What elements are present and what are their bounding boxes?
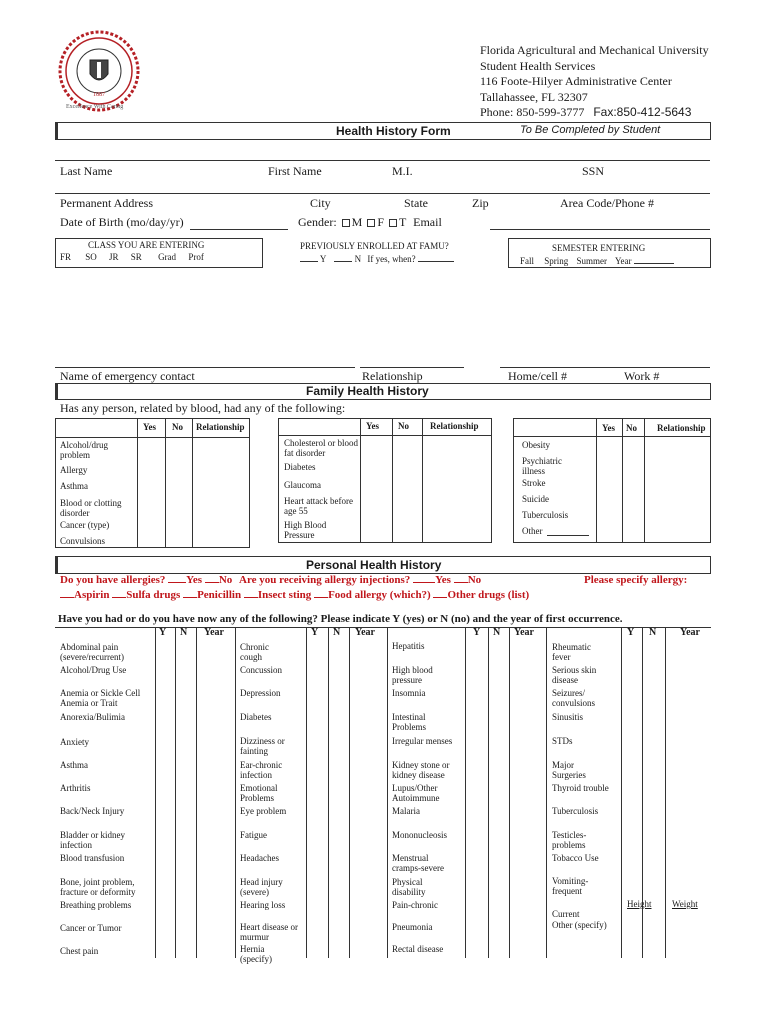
enrolled-if-yes: If yes, when? bbox=[367, 254, 416, 264]
fam-condition: Convulsions bbox=[60, 536, 106, 546]
allergy-question-line bbox=[60, 574, 481, 586]
fam-condition: Cholesterol or blood fat disorder bbox=[284, 438, 358, 458]
first-name-label: First Name bbox=[268, 164, 322, 178]
fam2-col-no: No bbox=[398, 421, 409, 431]
condition-item: Arthritis bbox=[60, 783, 91, 793]
allergy-aspirin[interactable]: Aspirin bbox=[74, 589, 110, 601]
fam2-col-rel: Relationship bbox=[430, 421, 479, 431]
condition-item: Fatigue bbox=[240, 830, 267, 840]
condition-item: Insomnia bbox=[392, 688, 426, 698]
specify-allergy-label: Please specify allergy: bbox=[584, 574, 688, 586]
fam3-col-yes: Yes bbox=[602, 423, 615, 433]
allergy-yes[interactable]: Yes bbox=[186, 574, 203, 586]
allergy-penicillin[interactable]: Penicillin bbox=[197, 589, 242, 601]
famu-seal-logo bbox=[58, 30, 140, 112]
semester-year: Year bbox=[614, 256, 632, 266]
condition-item: Mononucleosis bbox=[392, 830, 447, 840]
fam1-col-rel: Relationship bbox=[196, 422, 245, 432]
ph1-col-year: Year bbox=[204, 627, 224, 638]
semester-fall[interactable]: Fall bbox=[520, 256, 535, 266]
phone-fax-line bbox=[480, 105, 709, 121]
condition-item: Abdominal pain (severe/recurrent) bbox=[60, 642, 124, 662]
condition-item: Bone, joint problem, fracture or deformity bbox=[60, 877, 136, 897]
semester-options bbox=[520, 256, 674, 266]
fam-condition: Asthma bbox=[60, 481, 88, 491]
class-option-so[interactable]: SO bbox=[85, 252, 97, 262]
ssn-label: SSN bbox=[582, 164, 605, 178]
condition-item: Major Surgeries bbox=[552, 760, 586, 780]
class-option-prof[interactable]: Prof bbox=[188, 252, 204, 262]
condition-item: Alcohol/Drug Use bbox=[60, 665, 127, 675]
fam1-col-yes: Yes bbox=[143, 422, 156, 432]
allergy-insect-sting[interactable]: Insect sting bbox=[257, 589, 312, 601]
state-label: State bbox=[404, 196, 428, 210]
ph4-col-n: N bbox=[649, 627, 657, 638]
allergy-no[interactable]: No bbox=[218, 574, 233, 586]
condition-item: Testicles-problems bbox=[552, 830, 587, 850]
logo-caption: Excellence With Caring bbox=[66, 104, 124, 110]
condition-item: Blood transfusion bbox=[60, 853, 125, 863]
class-option-fr[interactable]: FR bbox=[60, 252, 72, 262]
class-option-grad[interactable]: Grad bbox=[158, 252, 177, 262]
allergy-sulfa[interactable]: Sulfa drugs bbox=[126, 589, 181, 601]
fam-condition: Suicide bbox=[522, 494, 549, 504]
condition-item: Heart disease or murmur bbox=[240, 922, 298, 942]
fam-condition: Psychiatric illness bbox=[522, 456, 562, 476]
fam-condition: Glaucoma bbox=[284, 480, 321, 490]
enrolled-n[interactable]: N bbox=[354, 254, 362, 264]
gender-f-checkbox[interactable] bbox=[367, 219, 375, 227]
enrolled-title: PREVIOUSLY ENROLLED AT FAMU? bbox=[300, 241, 449, 251]
family-question: Has any person, related by blood, had any of the following: bbox=[60, 401, 346, 415]
fam2-col-yes: Yes bbox=[366, 421, 379, 431]
injection-question: Are you receiving allergy injections? bbox=[239, 574, 411, 586]
fam-condition: Diabetes bbox=[284, 462, 316, 472]
condition-item: Tobacco Use bbox=[552, 853, 599, 863]
condition-item: Hepatitis bbox=[392, 641, 425, 651]
ph4-col-y: Y bbox=[627, 627, 635, 638]
condition-item: Current bbox=[552, 909, 580, 919]
condition-item: Malaria bbox=[392, 806, 420, 816]
ph2-col-year: Year bbox=[355, 627, 375, 638]
mi-label: M.I. bbox=[392, 164, 413, 178]
enrolled-options bbox=[300, 254, 454, 264]
gender-group bbox=[298, 215, 442, 230]
ph2-col-y: Y bbox=[311, 627, 319, 638]
zip-label: Zip bbox=[472, 196, 489, 210]
condition-item: Thyroid trouble bbox=[552, 783, 609, 793]
fam3-col-rel: Relationship bbox=[657, 423, 706, 433]
fam-condition: Allergy bbox=[60, 465, 88, 475]
condition-item: Rectal disease bbox=[392, 944, 444, 954]
family-history-title: Family Health History bbox=[306, 384, 429, 398]
condition-item: STDs bbox=[552, 736, 573, 746]
emergency-home-cell-label: Home/cell # bbox=[508, 369, 567, 383]
injection-yes[interactable]: Yes bbox=[435, 574, 451, 586]
condition-item: Other (specify) bbox=[552, 920, 607, 930]
condition-item: Anxiety bbox=[60, 737, 89, 747]
gender-t-checkbox[interactable] bbox=[389, 219, 397, 227]
condition-item: Kidney stone or kidney disease bbox=[392, 760, 450, 780]
emergency-contact-label: Name of emergency contact bbox=[60, 369, 195, 383]
fam1-col-no: No bbox=[172, 422, 183, 432]
injection-no[interactable]: No bbox=[467, 574, 482, 586]
condition-item: Hernia (specify) bbox=[240, 944, 272, 964]
semester-summer[interactable]: Summer bbox=[576, 256, 608, 266]
fam-condition: Cancer (type) bbox=[60, 520, 110, 530]
email-label: Email bbox=[413, 215, 442, 229]
emergency-relationship-label: Relationship bbox=[362, 369, 423, 383]
allergy-types-line bbox=[60, 589, 529, 601]
condition-item: Lupus/Other Autoimmune bbox=[392, 783, 440, 803]
condition-item: Pain-chronic bbox=[392, 900, 438, 910]
permanent-address-label: Permanent Address bbox=[60, 196, 153, 210]
condition-item: Seizures/ convulsions bbox=[552, 688, 596, 708]
personal-history-title: Personal Health History bbox=[306, 558, 442, 572]
allergy-other-drugs[interactable]: Other drugs (list) bbox=[447, 589, 530, 601]
last-name-label: Last Name bbox=[60, 164, 113, 178]
condition-item: Menstrual cramps-severe bbox=[392, 853, 444, 873]
fam-condition: Obesity bbox=[522, 440, 550, 450]
gender-m-checkbox[interactable] bbox=[342, 219, 350, 227]
condition-item: Chest pain bbox=[60, 946, 99, 956]
ph3-col-y: Y bbox=[473, 627, 481, 638]
gender-t-label: T bbox=[399, 215, 407, 229]
org-address-block bbox=[480, 43, 709, 121]
condition-item: Depression bbox=[240, 688, 281, 698]
ph2-col-n: N bbox=[333, 627, 341, 638]
class-option-jr[interactable]: JR bbox=[109, 252, 119, 262]
fam-condition: Blood or clotting disorder bbox=[60, 498, 122, 518]
fam3-col-no: No bbox=[626, 423, 637, 433]
condition-item: Bladder or kidney infection bbox=[60, 830, 125, 850]
condition-item: Emotional Problems bbox=[240, 783, 278, 803]
dob-label: Date of Birth (mo/day/yr) bbox=[60, 215, 184, 229]
phone-number: Phone: 850-599-3777 bbox=[480, 105, 585, 119]
emergency-work-label: Work # bbox=[624, 369, 660, 383]
semester-box-title: SEMESTER ENTERING bbox=[552, 243, 646, 253]
org-line: Tallahassee, FL 32307 bbox=[480, 89, 588, 104]
weight-label: Weight bbox=[672, 899, 698, 909]
condition-item: Headaches bbox=[240, 853, 279, 863]
class-box-title: CLASS YOU ARE ENTERING bbox=[88, 240, 205, 250]
allergy-question: Do you have allergies? bbox=[60, 574, 166, 586]
condition-item: Concussion bbox=[240, 665, 283, 675]
org-line: Student Health Services bbox=[480, 58, 596, 73]
ph3-col-n: N bbox=[493, 627, 501, 638]
city-label: City bbox=[310, 196, 331, 210]
condition-item: Breathing problems bbox=[60, 900, 132, 910]
form-title: Health History Form bbox=[336, 124, 451, 138]
org-line: 116 Foote-Hilyer Administrative Center bbox=[480, 74, 672, 88]
condition-item: Hearing loss bbox=[240, 900, 286, 910]
allergy-food[interactable]: Food allergy (which?) bbox=[328, 589, 431, 601]
condition-item: Pneumonia bbox=[392, 922, 433, 932]
condition-item: Diabetes bbox=[240, 712, 272, 722]
gender-f-label: F bbox=[377, 215, 385, 229]
condition-item: High blood pressure bbox=[392, 665, 433, 685]
fam-condition: Other bbox=[522, 526, 543, 536]
gender-label: Gender: bbox=[298, 215, 337, 229]
enrolled-y[interactable]: Y bbox=[319, 254, 327, 264]
conditions-question: Have you had or do you have now any of the following? Please indicate Y (yes) or N (no) and the year of first occurrence. bbox=[58, 613, 623, 625]
condition-item: Intestinal Problems bbox=[392, 712, 427, 732]
class-option-sr[interactable]: SR bbox=[130, 252, 142, 262]
svg-text:1887: 1887 bbox=[93, 92, 105, 98]
completed-by-note: To Be Completed by Student bbox=[520, 124, 661, 136]
condition-item: Anorexia/Bulimia bbox=[60, 712, 125, 722]
condition-item: Vomiting-frequent bbox=[552, 876, 589, 896]
org-line: Florida Agricultural and Mechanical University bbox=[480, 43, 709, 57]
fam-condition: High Blood Pressure bbox=[284, 520, 327, 540]
fam-condition: Tuberculosis bbox=[522, 510, 569, 520]
condition-item: Physical disability bbox=[392, 877, 426, 897]
condition-item: Serious skin disease bbox=[552, 665, 597, 685]
ph4-col-year: Year bbox=[680, 627, 700, 638]
condition-item: Eye problem bbox=[240, 806, 287, 816]
height-label: Height bbox=[627, 899, 652, 909]
ph3-col-year: Year bbox=[514, 627, 534, 638]
condition-item: Anemia or Sickle Cell Anemia or Trait bbox=[60, 688, 141, 708]
fam-condition: Alcohol/drug problem bbox=[60, 440, 108, 460]
ph1-col-n: N bbox=[180, 627, 188, 638]
condition-item: Asthma bbox=[60, 760, 88, 770]
fam-condition: Heart attack before age 55 bbox=[284, 496, 353, 516]
condition-item: Cancer or Tumor bbox=[60, 923, 122, 933]
condition-item: Ear-chronic infection bbox=[240, 760, 283, 780]
condition-item: Sinusitis bbox=[552, 712, 584, 722]
condition-item: Dizziness or fainting bbox=[240, 736, 285, 756]
condition-item: Tuberculosis bbox=[552, 806, 599, 816]
fam-condition: Stroke bbox=[522, 478, 546, 488]
gender-m-label: M bbox=[351, 215, 363, 229]
condition-item: Rheumatic fever bbox=[552, 642, 591, 662]
condition-item: Irregular menses bbox=[392, 736, 453, 746]
ph1-col-y: Y bbox=[159, 627, 167, 638]
condition-item: Head injury (severe) bbox=[240, 877, 283, 897]
semester-spring[interactable]: Spring bbox=[544, 256, 569, 266]
condition-item: Chronic cough bbox=[240, 642, 269, 662]
fax-number: Fax:850-412-5643 bbox=[593, 105, 692, 119]
area-code-phone-label: Area Code/Phone # bbox=[560, 196, 654, 210]
condition-item: Back/Neck Injury bbox=[60, 806, 125, 816]
class-options bbox=[60, 252, 204, 262]
